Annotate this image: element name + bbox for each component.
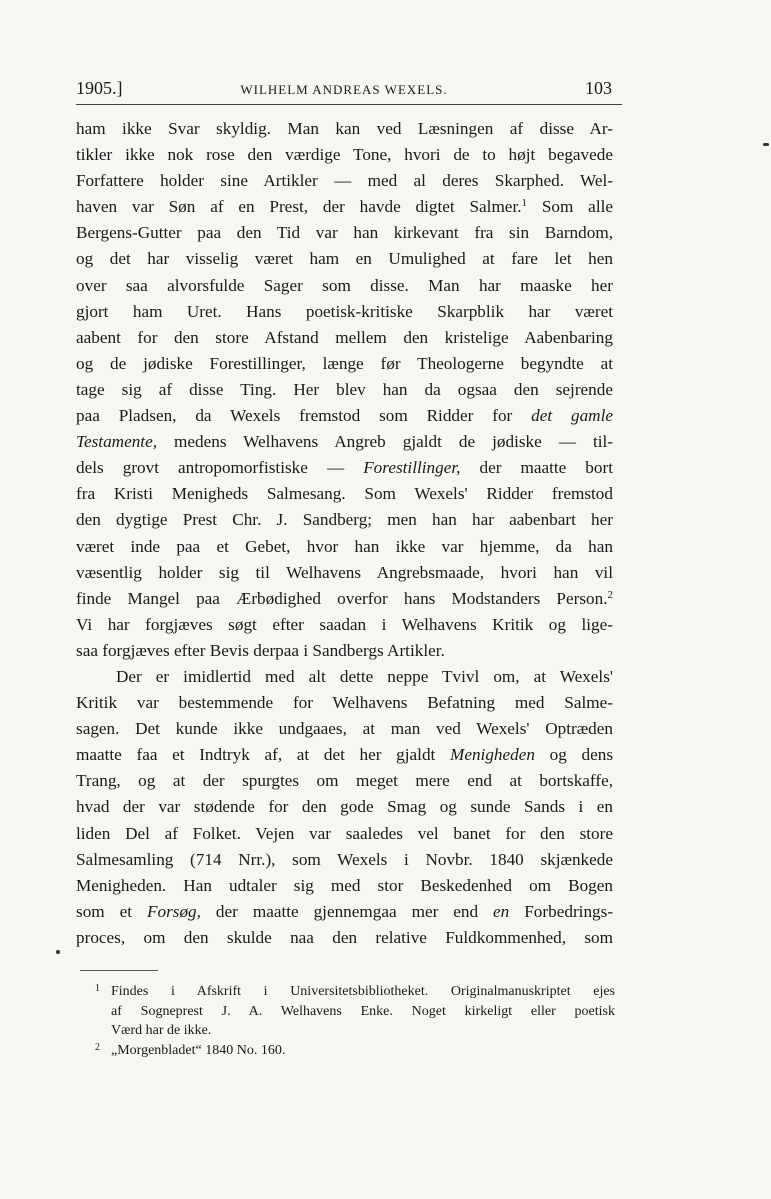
text-segment: som et	[76, 901, 133, 921]
header-year: 1905.]	[76, 78, 123, 98]
text-line: og det har visselig været ham en Umulighed at fare let hen	[76, 249, 613, 269]
text-line: været inde paa et Gebet, hvor han ikke var hjemme, da han	[76, 536, 613, 556]
text-segment: haven var Søn af en Prest, der havde digtet Salmer.	[76, 197, 522, 217]
text-line: Vi har forgjæves søgt efter saadan i Welhavens Kritik og lige-	[76, 614, 613, 634]
footnote-mark: 1	[95, 983, 100, 994]
text-line: gjort ham Uret. Hans poetisk-kritiske Skarpblik har været	[76, 301, 613, 321]
text-line	[76, 742, 613, 768]
text-line: proces, om den skulde naa den relative Fuldkommenhed, som	[76, 927, 613, 947]
footnote-ref-2: 2	[607, 588, 613, 601]
text-line: saa forgjæves efter Bevis derpaa i Sandbergs Artikler.	[76, 640, 445, 660]
text-line: Bergens-Gutter paa den Tid var han kirkevant fra sin Barndom,	[76, 223, 613, 243]
footnote-1	[95, 982, 615, 1041]
text-line: liden Del af Folket. Vejen var saaledes vel banet for den store	[76, 823, 613, 843]
text-line	[76, 455, 613, 481]
text-line	[76, 403, 613, 429]
text-line: Forfattere holder sine Artikler — med al deres Skarphed. Wel-	[76, 171, 613, 191]
text-line: ham ikke Svar skyldig. Man kan ved Læsningen af disse Ar-	[76, 119, 613, 138]
text-line: tikler ikke nok rose den værdige Tone, hvori de to højt begavede	[76, 145, 613, 165]
text-line: over saa alvorsfulde Sager som disse. Man har maaske her	[76, 275, 613, 295]
footnote-rule	[80, 970, 158, 971]
text-segment: der maatte bort	[479, 458, 613, 478]
text-segment: Som alle	[541, 197, 613, 217]
footnote-mark: 2	[95, 1041, 100, 1053]
italic-phrase: Testamente,	[76, 432, 158, 452]
text-segment: og dens	[549, 745, 614, 765]
text-segment: Forbedrings-	[524, 901, 614, 921]
footnote-ref-1: 1	[521, 197, 528, 210]
text-segment: dels grovt antropomorfistiske —	[76, 458, 345, 478]
text-line: Salmesamling (714 Nrr.), som Wexels i Novbr. 1840 skjænkede	[76, 849, 613, 869]
text-line: sagen. Det kunde ikke undgaaes, at man ved Wexels' Optræden	[76, 719, 613, 739]
footnotes	[95, 982, 615, 1060]
text-line: væsentlig holder sig til Welhavens Angrebsmaade, hvori han vil	[76, 562, 613, 582]
text-line	[76, 194, 613, 220]
text-segment: medens Welhavens Angreb gjaldt de jødiske — til-	[174, 432, 614, 452]
running-head	[76, 78, 612, 102]
footnote-line: Findes i Afskrift i Universitetsbibliotheket. Originalmanuskriptet ejes	[111, 984, 615, 999]
text-line: tage sig af disse Ting. Her blev han da ogsaa den sejrende	[76, 379, 613, 399]
footnote-2	[95, 1041, 615, 1061]
italic-phrase: Menigheden	[450, 745, 535, 765]
page-number: 103	[585, 78, 612, 98]
italic-phrase: Forsøg,	[146, 901, 201, 921]
header-rule	[76, 104, 622, 105]
text-line: aabent for den store Afstand mellem den kristelige Aabenbaring	[76, 327, 613, 347]
italic-phrase: en	[493, 901, 510, 921]
text-line	[76, 429, 613, 455]
body-text	[76, 116, 613, 951]
footnote-line: Værd har de ikke.	[111, 1023, 212, 1038]
text-line: Kritik var bestemmende for Welhavens Befatning med Salme-	[76, 693, 613, 713]
print-speck	[763, 143, 769, 146]
italic-phrase: det gamle	[531, 406, 613, 426]
text-segment: der maatte gjennemgaa mer end	[215, 901, 479, 921]
text-line	[76, 586, 613, 612]
text-line: den dygtige Prest Chr. J. Sandberg; men han har aabenbart her	[76, 510, 613, 530]
italic-phrase: Forestillinger,	[363, 458, 461, 478]
text-segment: paa Pladsen, da Wexels fremstod som Ridder for	[76, 406, 513, 426]
text-line: hvad der var stødende for den gode Smag og sunde Sands i en	[76, 797, 613, 817]
header-title: WILHELM ANDREAS WEXELS.	[240, 82, 448, 97]
text-segment: maatte faa et Indtryk af, at det her gjaldt	[76, 745, 436, 765]
print-speck	[56, 950, 60, 954]
text-line: Der er imidlertid med alt dette neppe Tvivl om, at Wexels'	[116, 666, 613, 686]
text-segment: finde Mangel paa Ærbødighed overfor hans Modstanders Person.	[76, 588, 608, 608]
text-line: og de jødiske Forestillinger, længe før Theologerne begyndte at	[76, 353, 613, 373]
text-line: fra Kristi Menigheds Salmesang. Som Wexels' Ridder fremstod	[76, 484, 613, 504]
footnote-line: af Sogneprest J. A. Welhavens Enke. Noget kirkeligt eller poetisk	[111, 1003, 615, 1019]
footnote-line: „Morgenbladet“ 1840 No. 160.	[111, 1042, 286, 1058]
text-line: Menigheden. Han udtaler sig med stor Beskedenhed om Bogen	[76, 875, 613, 895]
text-line	[76, 899, 613, 925]
text-line: Trang, og at der spurgtes om meget mere end at bortskaffe,	[76, 771, 613, 791]
